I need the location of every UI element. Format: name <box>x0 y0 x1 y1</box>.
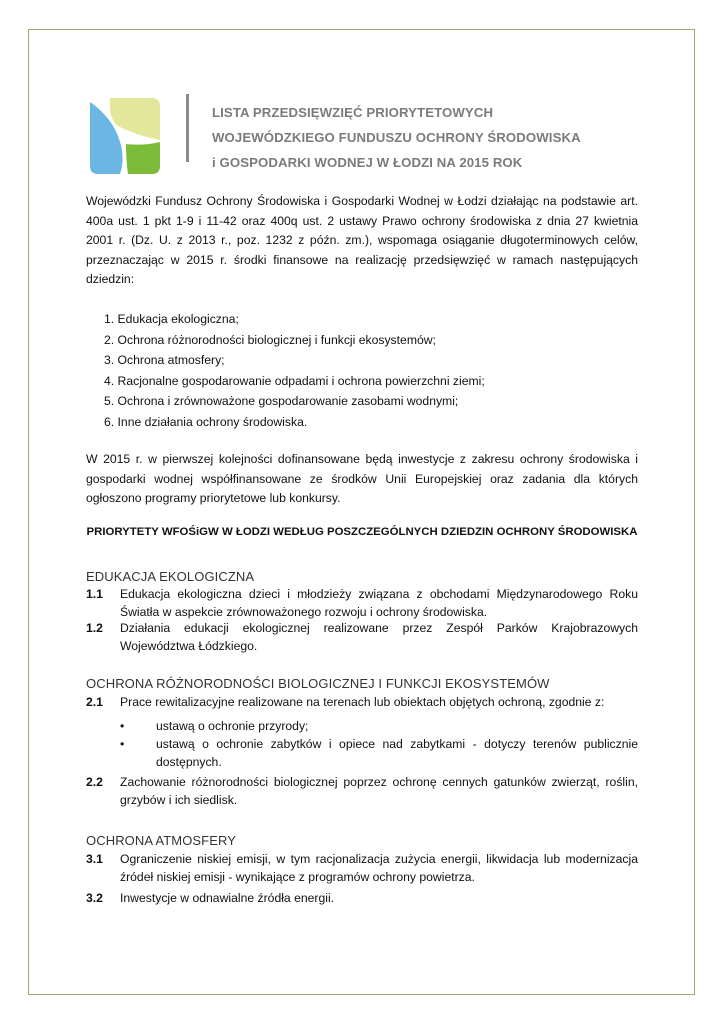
list-item: 5. Ochrona i zrównoważone gospodarowanie zasobami wodnymi; <box>104 394 459 408</box>
title-line-1: LISTA PRZEDSIĘWZIĘĆ PRIORYTETOWYCH <box>212 105 494 120</box>
domains-list <box>104 309 485 432</box>
item-number: 3.2 <box>86 891 103 905</box>
bullet-item <box>120 735 638 771</box>
priority-item-1-2 <box>86 619 638 655</box>
bullet-text: ustawą o ochronie przyrody; <box>156 719 309 733</box>
intro-paragraph: Wojewódzki Fundusz Ochrony Środowiska i Gospodarki Wodnej w Łodzi działając na podstawie art. 400a ust. 1 pkt 1-9 i 11-42 oraz 400q ust. 2 ustawy Prawo ochrony środowiska z dnia 27 kwietnia 2001 r. (Dz. U. z 2013 r., poz. 1232 z późn. zm.), wspomaga osiąganie długoterminowych celów, przeznaczając w 2015 r. środki finansowe na realizację przedsięwzięć w ramach następujących dziedzin: <box>86 194 638 286</box>
item-text: Zachowanie różnorodności biologicznej poprzez ochronę cennych gatunków zwierząt, roślin, grzybów i ich siedlisk. <box>120 775 638 807</box>
list-item: 2. Ochrona różnorodności biologicznej i funkcji ekosystemów; <box>104 332 436 347</box>
item-number: 3.1 <box>86 852 103 866</box>
list-item: 3. Ochrona atmosfery; <box>104 353 225 367</box>
item-text: Działania edukacji ekologicznej realizowane przez Zespół Parków Krajobrazowych Województwa Łódzkiego. <box>120 621 638 653</box>
item-text: Ograniczenie niskiej emisji, w tym racjonalizacja zużycia energii, likwidacja lub modernizacja źródeł niskiej emisji - wynikające z programów ochrony powietrza. <box>120 852 638 884</box>
priority-item-1-1 <box>86 585 638 621</box>
item-number: 2.2 <box>86 775 103 789</box>
bullet-icon: • <box>120 737 125 751</box>
section-heading-atmosphere: OCHRONA ATMOSFERY <box>86 833 237 848</box>
list-item: 1. Edukacja ekologiczna; <box>104 312 239 326</box>
item-number: 1.1 <box>86 587 103 601</box>
list-item: 4. Racjonalne gospodarowanie odpadami i ochrona powierzchni ziemi; <box>104 373 485 388</box>
title-line-3: i GOSPODARKI WODNEJ W ŁODZI NA 2015 ROK <box>212 155 523 170</box>
title-divider <box>186 94 189 162</box>
list-item: 6. Inne działania ochrony środowiska. <box>104 414 308 429</box>
item-text: Edukacja ekologiczna dzieci i młodzieży związana z obchodami Międzynarodowego Roku Światła w aspekcie zrównoważonego rozwoju i ochrony środowiska. <box>120 587 638 619</box>
priority-item-2-2 <box>86 773 638 809</box>
section-heading-education: EDUKACJA EKOLOGICZNA <box>86 569 255 584</box>
bullet-icon: • <box>120 719 125 733</box>
section-heading-biodiversity: OCHRONA RÓŻNORODNOŚCI BIOLOGICZNEJ I FUNKCJI EKOSYSTEMÓW <box>86 676 550 691</box>
item-text: Inwestycje w odnawialne źródła energii. <box>120 891 335 905</box>
priorities-heading: PRIORYTETY WFOŚiGW W ŁODZI WEDŁUG POSZCZEGÓLNYCH DZIEDZIN OCHRONY ŚRODOWISKA <box>86 526 638 538</box>
document-title <box>212 100 581 175</box>
priority-item-3-2 <box>86 889 638 907</box>
item-text: Prace rewitalizacyjne realizowane na terenach lub obiektach objętych ochroną, zgodnie z: <box>120 695 605 709</box>
wfosigw-logo <box>88 96 162 176</box>
item-number: 2.1 <box>86 695 103 709</box>
item-number: 1.2 <box>86 621 103 635</box>
priority-item-2-1 <box>86 693 638 711</box>
bullet-item <box>120 717 638 735</box>
cofinancing-paragraph: W 2015 r. w pierwszej kolejności dofinansowane będą inwestycje z zakresu ochrony środowiska i gospodarki wodnej współfinansowane ze środków Unii Europejskiej oraz zadania dla których ogłoszono programy priorytetowe lub konkursy. <box>86 452 638 505</box>
bullet-text: ustawą o ochronie zabytków i opiece nad zabytkami - dotyczy terenów publicznie dostępnych. <box>156 737 638 769</box>
title-line-2: WOJEWÓDZKIEGO FUNDUSZU OCHRONY ŚRODOWISKA <box>212 130 581 145</box>
priority-item-3-1 <box>86 850 638 886</box>
